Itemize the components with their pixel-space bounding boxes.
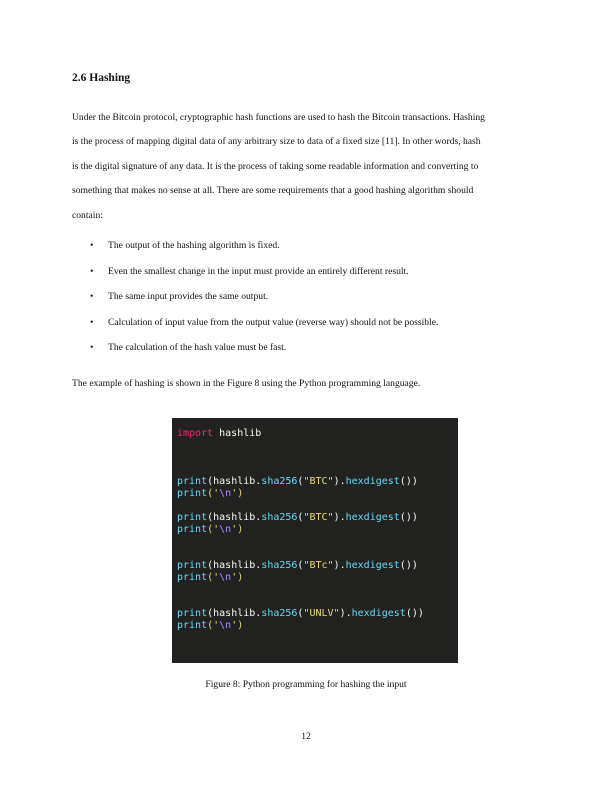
list-item-text: The same input provides the same output. [108,291,269,302]
code-line-blank [177,584,424,596]
requirements-list [90,233,438,361]
code-line: print('\n') [177,524,244,535]
section-heading: 2.6 Hashing [72,72,131,84]
figure-intro: The example of hashing is shown in the Figure 8 using the Python programming language. [72,378,421,389]
code-line: print('\n') [177,572,244,583]
figure-caption: Figure 8: Python programming for hashing the input [205,679,407,690]
paragraph-line: is the process of mapping digital data of any arbitrary size to data of a fixed size [11]. In other words, hash [72,136,481,148]
paragraph-line: Under the Bitcoin protocol, cryptographic hash functions are used to hash the Bitcoin transactions. Hashing [72,112,485,123]
code-line: import hashlib [177,428,262,439]
bullet-icon: • [90,265,94,277]
list-item-text: Calculation of input value from the output value (reverse way) should not be possible. [108,316,439,328]
list-item-text: Even the smallest change in the input must provide an entirely different result. [108,265,409,277]
code-line: print(hashlib.sha256("BTc").hexdigest()) [177,560,418,571]
code-line-blank [177,440,424,452]
list-item-text: The output of the hashing algorithm is fixed. [108,240,280,251]
code-line-blank [177,536,424,548]
paragraph-line: contain: [72,209,103,221]
list-item [90,284,438,310]
list-item-text: The calculation of the hash value must be fast. [108,342,287,353]
list-item [90,233,438,259]
code-block [177,428,424,632]
code-line-blank [177,596,424,608]
bullet-icon: • [90,240,94,251]
code-line-blank [177,500,424,512]
bullet-icon: • [90,342,94,353]
paragraph-line: something that makes no sense at all. There are some requirements that a good hashing algorithm should [72,185,474,197]
code-line: print(hashlib.sha256("UNLV").hexdigest()) [177,608,424,619]
code-line: print('\n') [177,488,244,499]
list-item [90,310,438,336]
code-line: print(hashlib.sha256("BTC").hexdigest()) [177,476,418,487]
page-number: 12 [301,731,311,742]
code-line: print('\n') [177,620,244,631]
code-line-blank [177,452,424,464]
list-item [90,259,438,285]
code-figure [172,418,458,663]
code-line: print(hashlib.sha256("BTC").hexdigest()) [177,512,418,523]
list-item [90,335,438,361]
bullet-icon: • [90,316,94,328]
paragraph-line: is the digital signature of any data. It is the process of taking some readable information and converting to [72,160,479,172]
bullet-icon: • [90,291,94,302]
code-line-blank [177,464,424,476]
code-line-blank [177,548,424,560]
body-paragraph [72,106,542,228]
